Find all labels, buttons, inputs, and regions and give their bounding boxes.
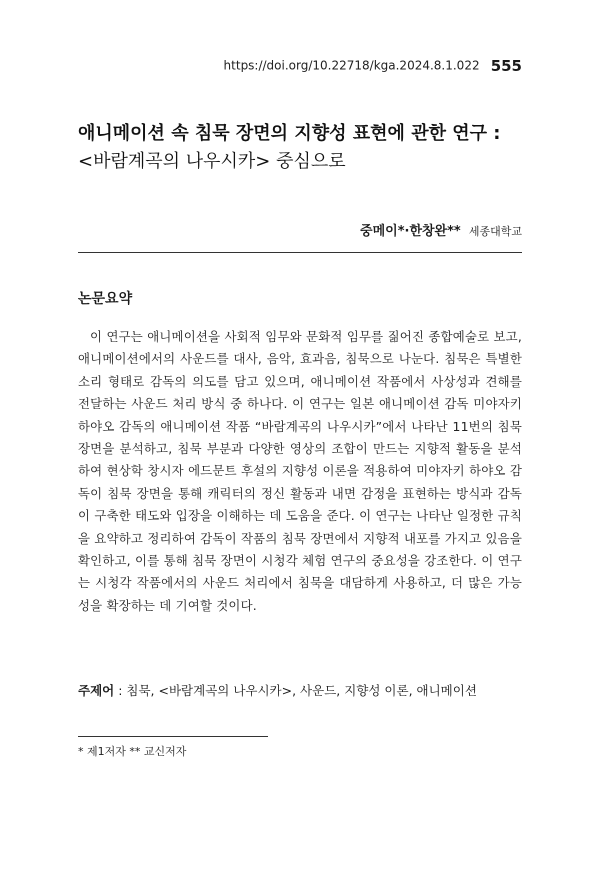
- doi-link[interactable]: https://doi.org/10.22718/kga.2024.8.1.022: [223, 58, 480, 73]
- abstract-body: 이 연구는 애니메이션을 사회적 임무와 문화적 임무를 짊어진 종합예술로 보고, 애니메이션에서의 사운드를 대사, 음악, 효과음, 침묵으로 나눈다. 침묵은 특별한 소리 형태로 감독의 의도를 담고 있으며, 애니메이션 작품에서 사상성과 견해를 전달하는 사운드 처리 방식 중 하나다. 이 연구는 일본 애니메이션 감독 미야자키 하야오 감독의 애니메이션 작품 “바람계곡의 나우시카”에서 나타난 11번의 침묵 장면을 분석하고, 침묵 부분과 다양한 영상의 조합이 만드는 지향적 활동을 분석하여 현상학 창시자 에드문트 후설의 지향성 이론을 적용하여 미야자키 하야오 감독이 침묵 장면을 통해 캐릭터의 정신 활동과 내면 감정을 표현하는 방식과 감독이 구축한 태도와 입장을 이해하는 데 도움을 준다. 이 연구는 나타난 일정한 규칙을 요약하고 정리하여 감독이 작품의 침묵 장면에서 지향적 내포를 가지고 있음을 확인하고, 이를 통해 침묵 장면이 시청각 체험 연구의 중요성을 강조한다. 이 연구는 시청각 작품에서의 사운드 처리에서 침묵을 대담하게 사용하고, 더 많은 가능성을 확장하는 데 기여할 것이다.: [78, 329, 522, 613]
- author-affiliation: 세종대학교: [468, 225, 522, 238]
- author-names: 중메이*·한창완**: [360, 224, 461, 239]
- keywords-text: 침묵, <바람계곡의 나우시카>, 사운드, 지향성 이론, 애니메이션: [126, 683, 477, 698]
- author-line: [360, 220, 522, 239]
- paper-title: [78, 120, 528, 176]
- keywords-label: 주제어: [78, 683, 115, 698]
- title-divider: [78, 252, 522, 253]
- page-header: [224, 55, 522, 75]
- title-subtitle: <바람계곡의 나우시카> 중심으로: [78, 151, 346, 172]
- abstract-heading: 논문요약: [78, 291, 133, 307]
- keywords-separator: :: [114, 683, 127, 698]
- page-number: 555: [490, 56, 522, 75]
- title-main: 애니메이션 속 침묵 장면의 지향성 표현에 관한 연구 :: [78, 123, 501, 144]
- footnote: * 제1저자 ** 교신저자: [78, 745, 187, 758]
- keywords-line: [78, 681, 522, 699]
- footnote-divider: [78, 736, 268, 737]
